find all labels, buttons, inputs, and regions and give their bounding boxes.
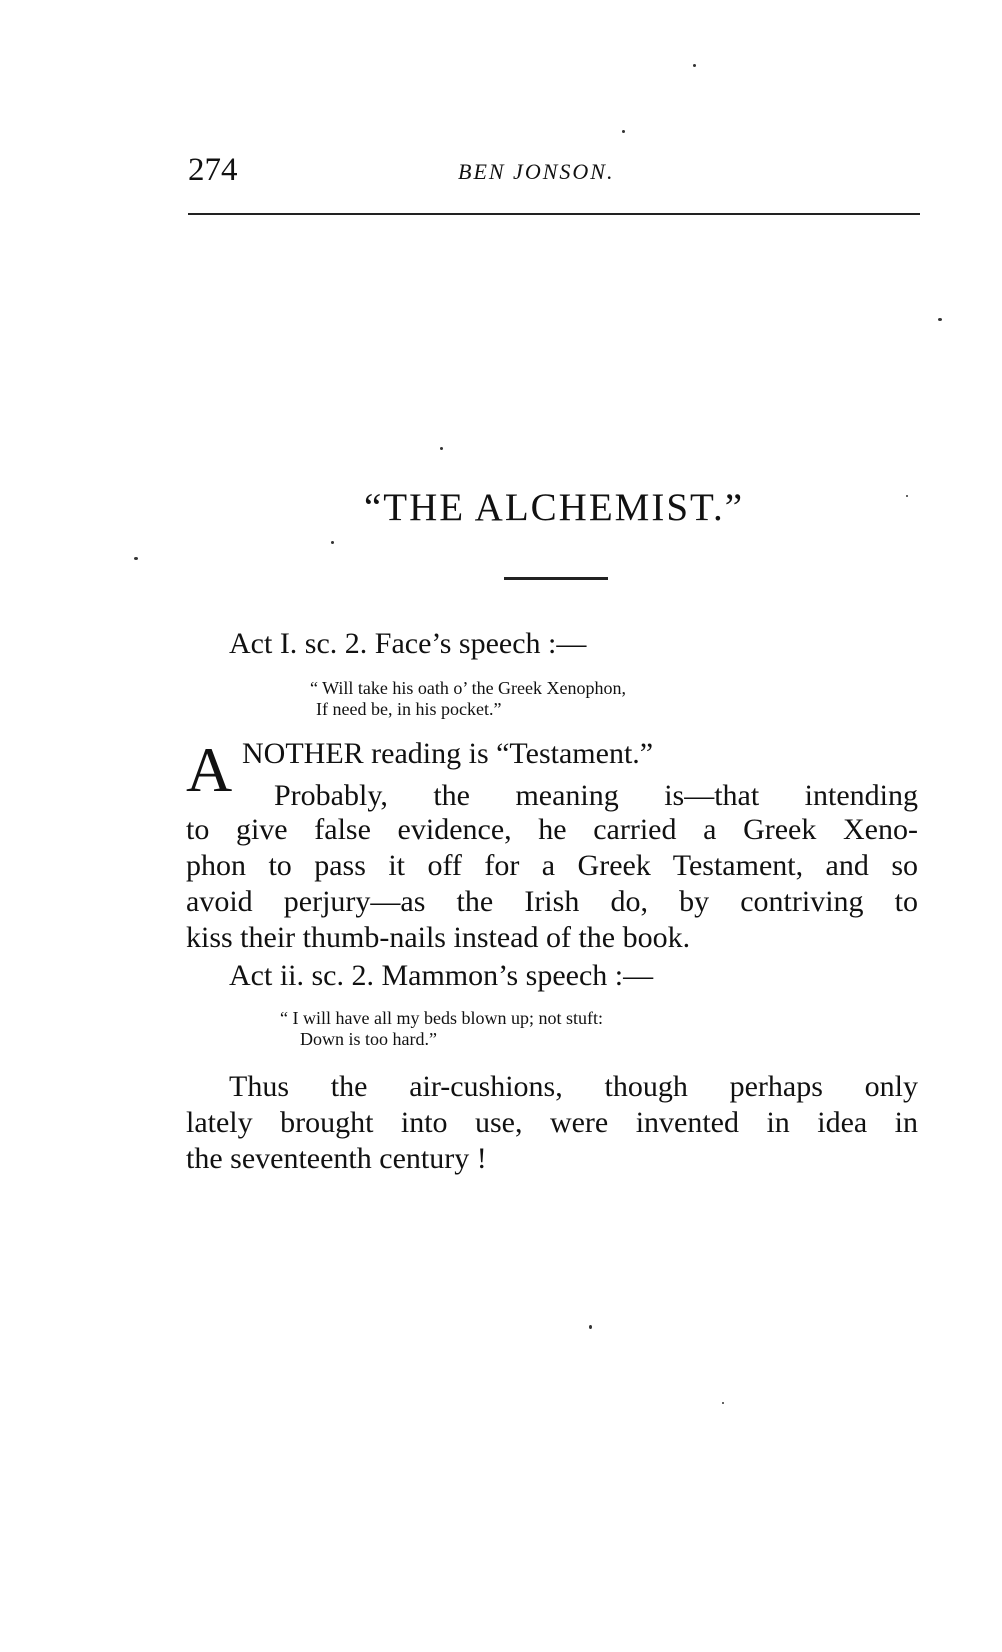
page-header xyxy=(188,150,920,190)
scan-speck xyxy=(622,130,625,133)
act-two-label: Act ii. sc. 2. Mammon’s speech :— xyxy=(229,959,654,992)
scan-speck xyxy=(440,447,443,450)
running-head: BEN JONSON. xyxy=(458,159,615,184)
scan-speck xyxy=(589,1325,592,1329)
scan-speck xyxy=(722,1402,724,1404)
scan-speck xyxy=(331,541,334,544)
paragraph-one-line-6: kiss their thumb-nails instead of the book. xyxy=(186,921,691,954)
scan-speck xyxy=(906,495,908,497)
scan-speck xyxy=(693,64,696,67)
section-title: “THE ALCHEMIST.” xyxy=(363,486,745,529)
paragraph-one-line-2: Probably, the meaning is—that intending xyxy=(274,779,918,812)
paragraph-two-line-2: lately brought into use, were invented in idea in xyxy=(186,1106,918,1139)
quote-two-line-1: “ I will have all my beds blown up; not stuft: xyxy=(280,1008,603,1028)
page-number: 274 xyxy=(188,152,238,188)
paragraph-two-line-3: the seventeenth century ! xyxy=(186,1142,487,1175)
paragraph-one-line-1: NOTHER reading is “Testament.” xyxy=(242,737,654,770)
drop-cap: A xyxy=(186,734,233,805)
paragraph-two-line-1: Thus the air-cushions, though perhaps only xyxy=(229,1070,918,1103)
header-rule xyxy=(188,213,920,215)
paragraph-one-line-5: avoid perjury—as the Irish do, by contriving to xyxy=(186,885,918,918)
paragraph-one-line-4: phon to pass it off for a Greek Testament, and so xyxy=(186,849,918,882)
act-one-label: Act I. sc. 2. Face’s speech :— xyxy=(229,627,587,660)
quote-two-line-2: Down is too hard.” xyxy=(300,1029,437,1049)
quote-one-line-2: If need be, in his pocket.” xyxy=(316,699,502,719)
paragraph-one-line-3: to give false evidence, he carried a Greek Xeno- xyxy=(186,813,918,846)
scan-speck xyxy=(134,557,138,560)
scan-speck xyxy=(938,318,942,321)
title-rule xyxy=(504,577,608,580)
quote-one-line-1: “ Will take his oath o’ the Greek Xenophon, xyxy=(310,678,627,698)
